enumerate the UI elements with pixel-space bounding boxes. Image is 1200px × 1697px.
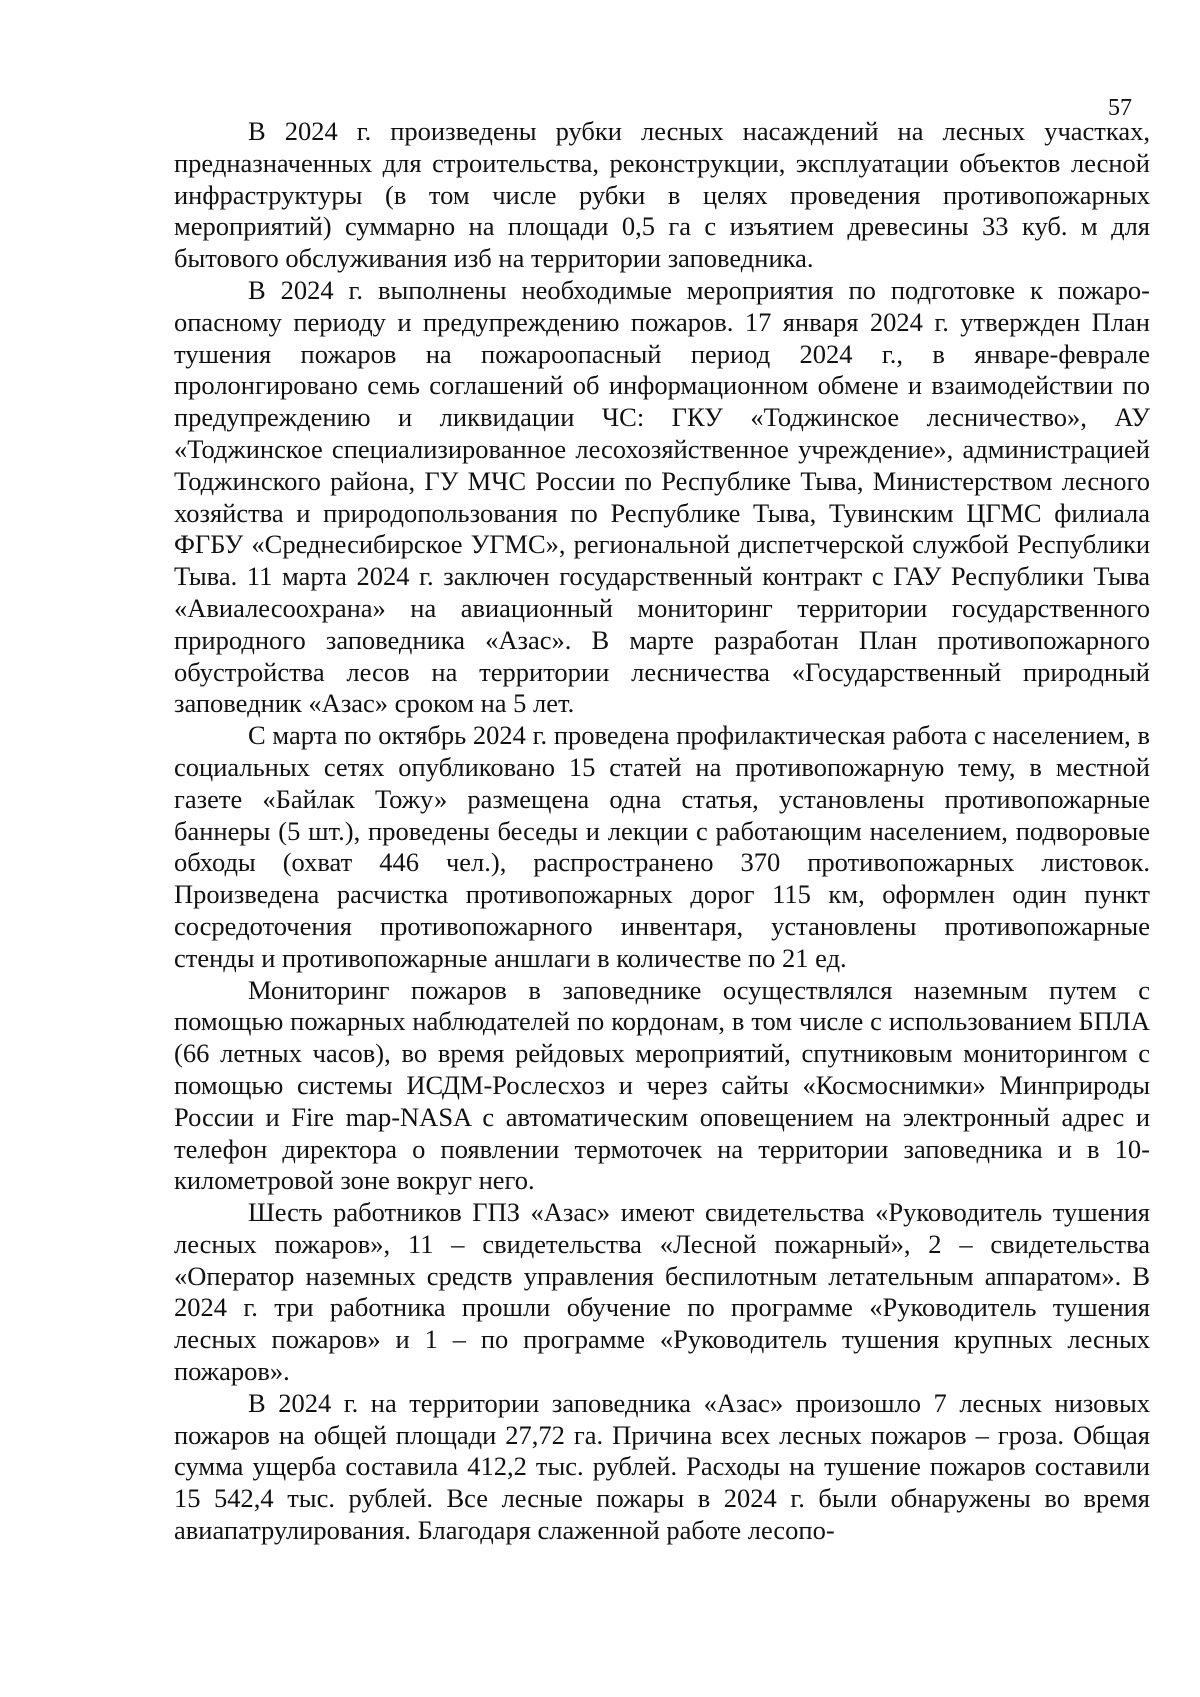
paragraph-fires-2024: В 2024 г. на территории заповедника «Азас» произошло 7 лесных низовых пожаров на общей площади 27,72 га. Причина всех лесных пожаров – гроза. Общая сумма ущерба составила 412,2 тыс. рублей. Расходы на тушение пожаров составили 15 542,4 тыс. рублей. Все лесные пожары в 2024 г. были обнаружены во время авиапатрулирования. Благодаря слаженной работе лесопо- xyxy=(174,1387,1150,1546)
paragraph-staff-certificates: Шесть работников ГПЗ «Азас» имеют свидетельства «Руководитель тушения лесных пожаров», 11 – свидетельства «Лесной пожарный», 2 – свидетельства «Оператор наземных средств управления беспилотным летательным аппаратом». В 2024 г. три работника прошли обучение по программе «Руководитель тушения лесных пожаров» и 1 – по программе «Руководитель тушения крупных лесных пожаров». xyxy=(174,1197,1150,1387)
paragraph-logging: В 2024 г. произведены рубки лесных насаждений на лесных участках, предназначенных для строительства, реконструкции, эксплуатации объектов лесной инфраструктуры (в том числе рубки в целях проведения противопожарных мероприятий) суммарно на площади 0,5 га с изъятием древесины 33 куб. м для бытового обслуживания изб на территории заповедника. xyxy=(174,116,1150,274)
body-text xyxy=(174,116,1150,1547)
paragraph-fire-monitoring: Мониторинг пожаров в заповеднике осуществлялся наземным путем с помощью пожарных наблюдателей по кордонам, в том числе с использованием БПЛА (66 летных часов), во время рейдовых мероприятий, спутниковым мониторингом с помощью системы ИСДМ-Рослесхоз и через сайты «Космоснимки» Минприроды России и Fire map-NASA с автоматическим оповещением на электронный адрес и телефон директора о появлении термоточек на территории заповедника и в 10-километровой зоне вокруг него. xyxy=(174,974,1150,1196)
page-number: 57 xyxy=(1108,95,1132,121)
paragraph-fire-preparation: В 2024 г. выполнены необходимые мероприятия по подготовке к пожароопасному периоду и предупреждению пожаров. 17 января 2024 г. утвержден План тушения пожаров на пожароопасный период 2024 г., в январе-феврале пролонгировано семь соглашений об информационном обмене и взаимодействии по предупреждению и ликвидации ЧС: ГКУ «Тоджинское лесничество», АУ «Тоджинское специализированное лесохозяйственное учреждение», администрацией Тоджинского района, ГУ МЧС России по Республике Тыва, Министерством лесного хозяйства и природопользования по Республике Тыва, Тувинским ЦГМС филиала ФГБУ «Среднесибирское УГМС», региональной диспетчерской службой Республики Тыва. 11 марта 2024 г. заключен государственный контракт с ГАУ Республики Тыва «Авиалесоохрана» на авиационный мониторинг территории государственного природного заповедника «Азас». В марте разработан План противопожарного обустройства лесов на территории лесничества «Государственный природный заповедник «Азас» сроком на 5 лет. xyxy=(174,274,1150,719)
paragraph-prevention-work: С марта по октябрь 2024 г. проведена профилактическая работа с населением, в социальных сетях опубликовано 15 статей на противопожарную тему, в местной газете «Байлак Тожу» размещена одна статья, установлены противопожарные баннеры (5 шт.), проведены беседы и лекции с работающим населением, подворовые обходы (охват 446 чел.), распространено 370 противопожарных листовок. Произведена расчистка противопожарных дорог 115 км, оформлен один пункт сосредоточения противопожарного инвентаря, установлены противопожарные стенды и противопожарные аншлаги в количестве по 21 ед. xyxy=(174,720,1150,973)
